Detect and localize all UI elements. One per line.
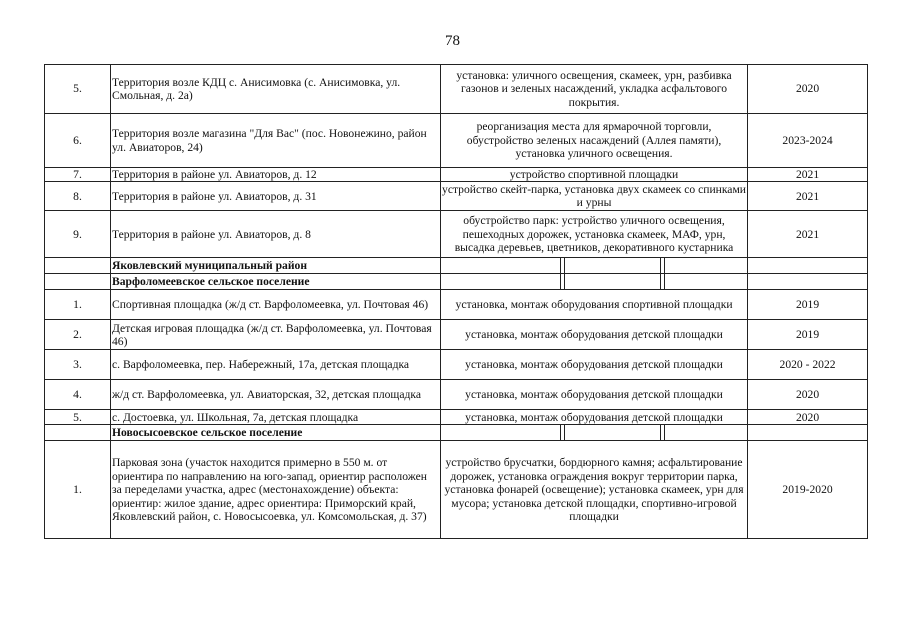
table-row <box>45 441 868 539</box>
year: 2021 <box>748 182 868 211</box>
territory-name: Детская игровая площадка (ж/д ст. Варфоломеевка, ул. Почтовая 46) <box>111 320 441 350</box>
section-row <box>45 258 868 274</box>
table-row <box>45 168 868 182</box>
row-number: 7. <box>45 168 111 182</box>
row-number: 4. <box>45 380 111 410</box>
work-description: устройство брусчатки, бордюрного камня; асфальтирование дорожек, установка ограждения вокруг территории парка, установка фонарей (освещение); установка скамеек, урн для мусора; установка детской площадки, спортивно-игровой площадки <box>441 441 748 539</box>
work-description: установка, монтаж оборудования спортивной площадки <box>441 290 748 320</box>
work-description: устройство спортивной площадки <box>441 168 748 182</box>
work-description: установка, монтаж оборудования детской площадки <box>441 320 748 350</box>
year: 2023-2024 <box>748 114 868 168</box>
year: 2021 <box>748 168 868 182</box>
empty-cell <box>45 274 111 290</box>
work-description: реорганизация места для ярмарочной торговли, обустройство зеленых насаждений (Аллея памяти), установка уличного освещения. <box>441 114 748 168</box>
row-number: 2. <box>45 320 111 350</box>
table-row <box>45 182 868 211</box>
row-number: 9. <box>45 211 111 258</box>
section-title: Яковлевский муниципальный район <box>111 258 441 274</box>
empty-cell <box>565 258 661 274</box>
table-row <box>45 350 868 380</box>
territory-name: Территория возле магазина "Для Вас" (пос. Новонежино, район ул. Авиаторов, 24) <box>111 114 441 168</box>
territory-name: ж/д ст. Варфоломеевка, ул. Авиаторская, 32, детская площадка <box>111 380 441 410</box>
table-row <box>45 65 868 114</box>
table-row <box>45 410 868 425</box>
empty-cell <box>565 425 661 441</box>
work-description: установка: уличного освещения, скамеек, урн, разбивка газонов и зеленых насаждений, укладка асфальтового покрытия. <box>441 65 748 114</box>
year: 2020 <box>748 65 868 114</box>
row-number: 6. <box>45 114 111 168</box>
territory-name: с. Достоевка, ул. Школьная, 7а, детская площадка <box>111 410 441 425</box>
row-number: 8. <box>45 182 111 211</box>
territory-name: Территория возле КДЦ с. Анисимовка (с. Анисимовка, ул. Смольная, д. 2а) <box>111 65 441 114</box>
year: 2020 <box>748 410 868 425</box>
section-title: Новосысоевское сельское поселение <box>111 425 441 441</box>
work-description: обустройство парк: устройство уличного освещения, пешеходных дорожек, установка скамеек, МАФ, урн, высадка деревьев, цветников, декоративного кустарника <box>441 211 748 258</box>
table-row <box>45 114 868 168</box>
row-number: 5. <box>45 65 111 114</box>
page-number: 78 <box>445 33 460 49</box>
table-row <box>45 290 868 320</box>
work-description: установка, монтаж оборудования детской площадки <box>441 350 748 380</box>
year: 2019 <box>748 290 868 320</box>
section-title: Варфоломеевское сельское поселение <box>111 274 441 290</box>
empty-cell <box>45 258 111 274</box>
work-description: установка, монтаж оборудования детской площадки <box>441 410 748 425</box>
row-number: 3. <box>45 350 111 380</box>
empty-cell <box>441 258 561 274</box>
territory-name: Территория в районе ул. Авиаторов, д. 8 <box>111 211 441 258</box>
empty-cell <box>441 274 561 290</box>
year: 2019 <box>748 320 868 350</box>
year: 2019-2020 <box>748 441 868 539</box>
improvement-table <box>44 64 868 539</box>
empty-cell <box>665 274 748 290</box>
territory-name: Территория в районе ул. Авиаторов, д. 31 <box>111 182 441 211</box>
table-row <box>45 380 868 410</box>
year: 2020 <box>748 380 868 410</box>
table-row <box>45 320 868 350</box>
empty-cell <box>565 274 661 290</box>
territory-name: Спортивная площадка (ж/д ст. Варфоломеевка, ул. Почтовая 46) <box>111 290 441 320</box>
year: 2021 <box>748 211 868 258</box>
empty-cell <box>748 425 868 441</box>
work-description: установка, монтаж оборудования детской площадки <box>441 380 748 410</box>
table-row <box>45 211 868 258</box>
territory-name: Парковая зона (участок находится примерно в 550 м. от ориентира по направлению на юго-запад, ориентир расположен за переделами участка, адрес (местонахождение) объекта: ориентир: жилое здание, адрес ориентира: Приморский край, Яковлевский район, с. Новосысоевка, ул. Комсомольская, д. 37) <box>111 441 441 539</box>
empty-cell <box>45 425 111 441</box>
empty-cell <box>441 425 561 441</box>
year: 2020 - 2022 <box>748 350 868 380</box>
section-row <box>45 425 868 441</box>
row-number: 1. <box>45 290 111 320</box>
empty-cell <box>748 274 868 290</box>
empty-cell <box>665 258 748 274</box>
territory-name: Территория в районе ул. Авиаторов, д. 12 <box>111 168 441 182</box>
row-number: 1. <box>45 441 111 539</box>
territory-name: с. Варфоломеевка, пер. Набережный, 17а, детская площадка <box>111 350 441 380</box>
empty-cell <box>748 258 868 274</box>
empty-cell <box>665 425 748 441</box>
section-row <box>45 274 868 290</box>
row-number: 5. <box>45 410 111 425</box>
work-description: устройство скейт-парка, установка двух скамеек со спинками и урны <box>442 183 746 210</box>
